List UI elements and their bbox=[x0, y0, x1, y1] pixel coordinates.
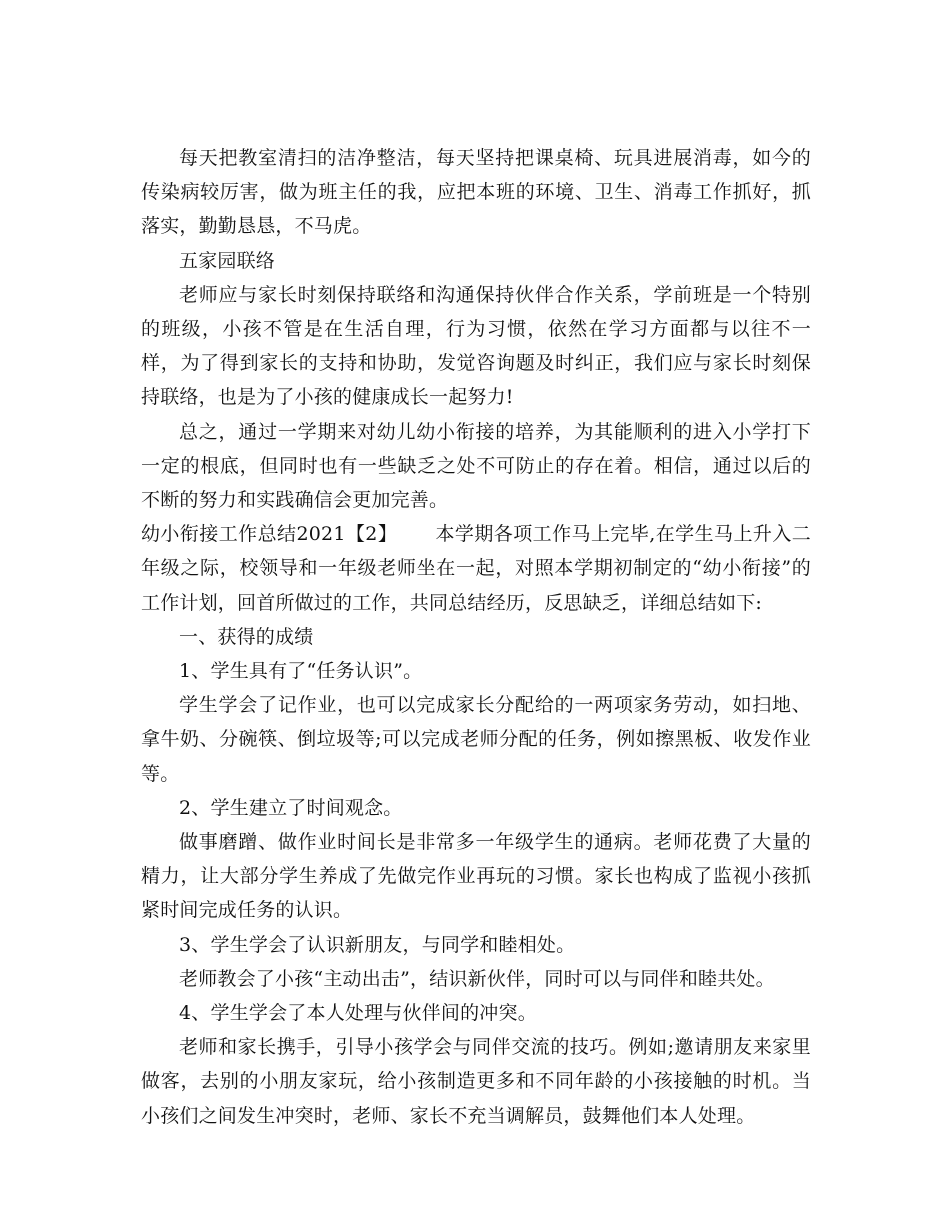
paragraph-task-awareness: 学生学会了记作业，也可以完成家长分配给的一两项家务劳动，如扫地、拿牛奶、分碗筷、倒垃圾等;可以完成老师分配的任务，例如擦黑板、收发作业等。 bbox=[141, 694, 811, 785]
section-intro-paragraph bbox=[141, 517, 811, 620]
paragraph-sanitation: 每天把教室清扫的洁净整洁，每天坚持把课桌椅、玩具进展消毒，如今的传染病较厉害，做为班主任的我，应把本班的环境、卫生、消毒工作抓好，抓落实，勤勤恳恳，不马虎。 bbox=[141, 147, 811, 238]
section-title: 幼小衔接工作总结2021【2】 bbox=[141, 523, 398, 546]
document-body bbox=[141, 141, 811, 1133]
paragraph-conclusion: 总之，通过一学期来对幼儿幼小衔接的培养，为其能顺利的进入小学打下一定的根底，但同时也有一些缺乏之处不可防止的存在着。相信，通过以后的不断的努力和实践确信会更加完善。 bbox=[141, 420, 811, 512]
paragraph-parent-contact: 老师应与家长时刻保持联络和沟通保持伙伴合作关系，学前班是一个特别的班级，小孩不管是在生活自理，行为习惯，依然在学习方面都与以往不一样，为了得到家长的支持和协助，发觉咨询题及时纠正，我们应与家长时刻保持联络，也是为了小孩的健康成长一起努力! bbox=[141, 283, 811, 409]
heading-achievements: 一、获得的成绩 bbox=[179, 625, 314, 648]
section-intro-text: 本学期各项工作马上完毕,在学生马上升入二年级之际，校领导和一年级老师坐在一起，对照本学期初制定的“幼小衔接”的工作计划，回首所做过的工作，共同总结经历，反思缺乏，详细总结如下: bbox=[141, 523, 811, 614]
paragraph-conflict-resolution: 老师和家长携手，引导小孩学会与同伴交流的技巧。例如;邀请朋友来家里做客，去别的小朋友家玩，给小孩制造更多和不同年龄的小孩接触的时机。当小孩们之间发生冲突时，老师、家长不充当调解员，鼓舞他们本人处理。 bbox=[141, 1036, 811, 1127]
paragraph-time-concept: 做事磨蹭、做作业时间长是非常多一年级学生的通病。老师花费了大量的精力，让大部分学生养成了先做完作业再玩的习惯。家长也构成了监视小孩抓紧时间完成任务的认识。 bbox=[141, 831, 811, 922]
heading-task-awareness: 1、学生具有了“任务认识”。 bbox=[179, 660, 423, 683]
heading-new-friends: 3、学生学会了认识新朋友，与同学和睦相处。 bbox=[179, 933, 576, 956]
heading-home-school-contact: 五家园联络 bbox=[179, 249, 276, 272]
paragraph-new-friends: 老师教会了小孩“主动出击”，结识新伙伴，同时可以与同伴和睦共处。 bbox=[179, 967, 775, 990]
heading-time-concept: 2、学生建立了时间观念。 bbox=[179, 796, 403, 819]
heading-conflict-resolution: 4、学生学会了本人处理与伙伴间的冲突。 bbox=[179, 1002, 537, 1025]
